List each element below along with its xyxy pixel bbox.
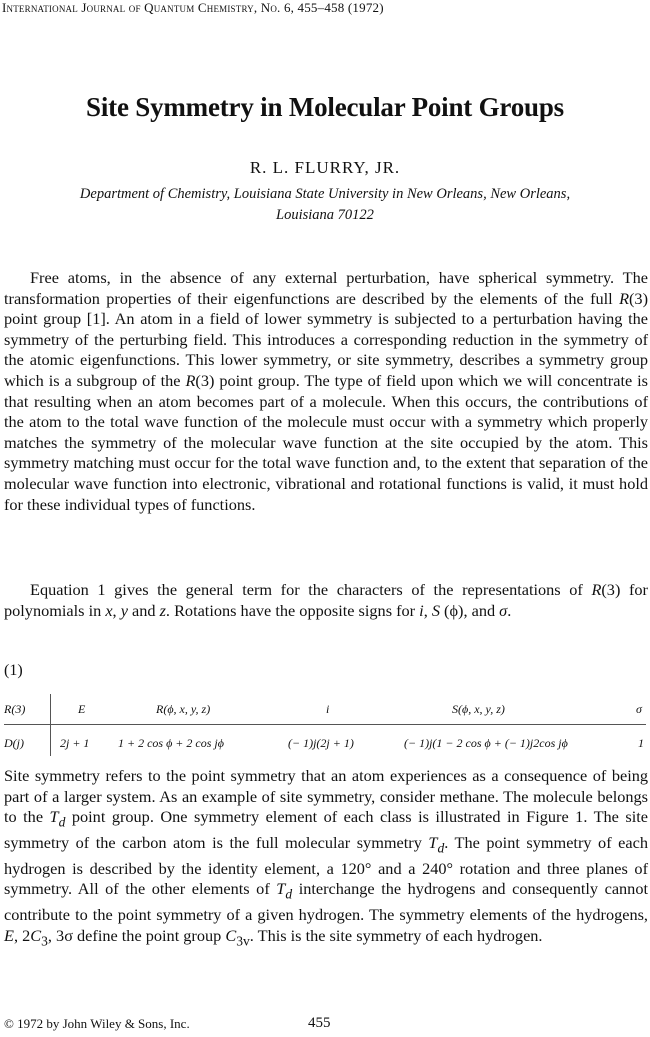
paragraph-3-text: Site symmetry refers to the point symmetry that an atom experiences as a consequence of being part of a larger system. As an example of site symmetry, consider methane. The molecule belongs to the $T_d$ point group. One symmetry element of each class is illustrated in Figure 1. The site symmetry of the carbon atom is the full molecular symmetry $T_d$. The point symmetry of each hydrogen is described by the identity element, a 120° and a 240° rotation and three planes of symmetry. All of the other elements of $T_d$ interchange the hydrogens and consequently cannot contribute to the point symmetry of a given hydrogen. The symmetry elements of the hydrogens, E, $2C_3$, 3σ define the point group $C_{3v}$. This is the site symmetry of each hydrogen.	[4, 766, 648, 949]
table-header-r3: R(3)	[4, 702, 26, 716]
paragraph-equation-intro	[4, 580, 648, 621]
table-cell-inversion: (− 1)j(2j + 1)	[288, 736, 354, 750]
issue-pages: 6, 455–458 (1972)	[283, 0, 384, 15]
equation-label: (1)	[4, 662, 23, 679]
affiliation-line-1: Department of Chemistry, Louisiana State University in New Orleans, New Orleans,	[79, 186, 571, 202]
author-name: R. L. FLURRY, JR.	[249, 158, 401, 177]
table-cell-sigma: 1	[638, 736, 644, 750]
article-title: Site Symmetry in Molecular Point Groups	[86, 92, 564, 122]
table-row-label: D(j)	[4, 736, 24, 750]
paragraph-1-text: Free atoms, in the absence of any external perturbation, have spherical symmetry. The transformation properties of their eigenfunctions are described by the elements of the full R(3) point group [1]. An atom in a field of lower symmetry is subjected to a perturbation having the symmetry of the perturbing field. This introduces a corresponding reduction in the symmetry of the atomic eigenfunctions. This lower symmetry, or site symmetry, describes a symmetry group which is a subgroup of the R(3) point group. The type of field upon which we will concentrate is that resulting when an atom becomes part of a molecule. When this occurs, the contributions of the atom to the total wave function of the molecule must occur with a symmetry which properly matches the symmetry of the molecular wave function at the site occupied by the atom. This symmetry matching must occur for the total wave function and, to the extent that separation of the molecular wave function into electronic, vibrational and rotational functions is valid, it must hold for these individual types of functions.	[4, 268, 648, 514]
journal-name: International Journal of Quantum Chemistry, No.	[2, 0, 284, 15]
table-header-rule	[4, 724, 646, 725]
table-header-improper-rotation: S(ϕ, x, y, z)	[452, 702, 505, 716]
paragraph-intro	[4, 268, 648, 515]
table-header-rotation: R(ϕ, x, y, z)	[156, 702, 211, 716]
page-number: 455	[308, 1015, 331, 1031]
table-cell-rotation: 1 + 2 cos ϕ + 2 cos jϕ	[118, 736, 224, 750]
character-table	[4, 690, 646, 758]
affiliation-line-2: Louisiana 70122	[276, 207, 374, 223]
table-cell-improper-rotation: (− 1)j(1 − 2 cos ϕ + (− 1)j2cos jϕ	[404, 736, 568, 750]
table-cell-e: 2j + 1	[60, 736, 90, 750]
table-header-inversion: i	[326, 702, 330, 716]
paragraph-site-symmetry	[4, 766, 648, 952]
affiliation	[10, 184, 640, 226]
copyright-footer: © 1972 by John Wiley & Sons, Inc.	[4, 1016, 190, 1031]
running-head	[2, 0, 642, 16]
table-vertical-rule	[50, 694, 51, 756]
table-header-sigma: σ	[636, 702, 642, 716]
table-header-e: E	[78, 702, 86, 716]
paragraph-2-text: Equation 1 gives the general term for the characters of the representations of R(3) for polynomials in x, y and z. Rotations have the opposite signs for i, S (ϕ), and σ.	[4, 580, 648, 620]
